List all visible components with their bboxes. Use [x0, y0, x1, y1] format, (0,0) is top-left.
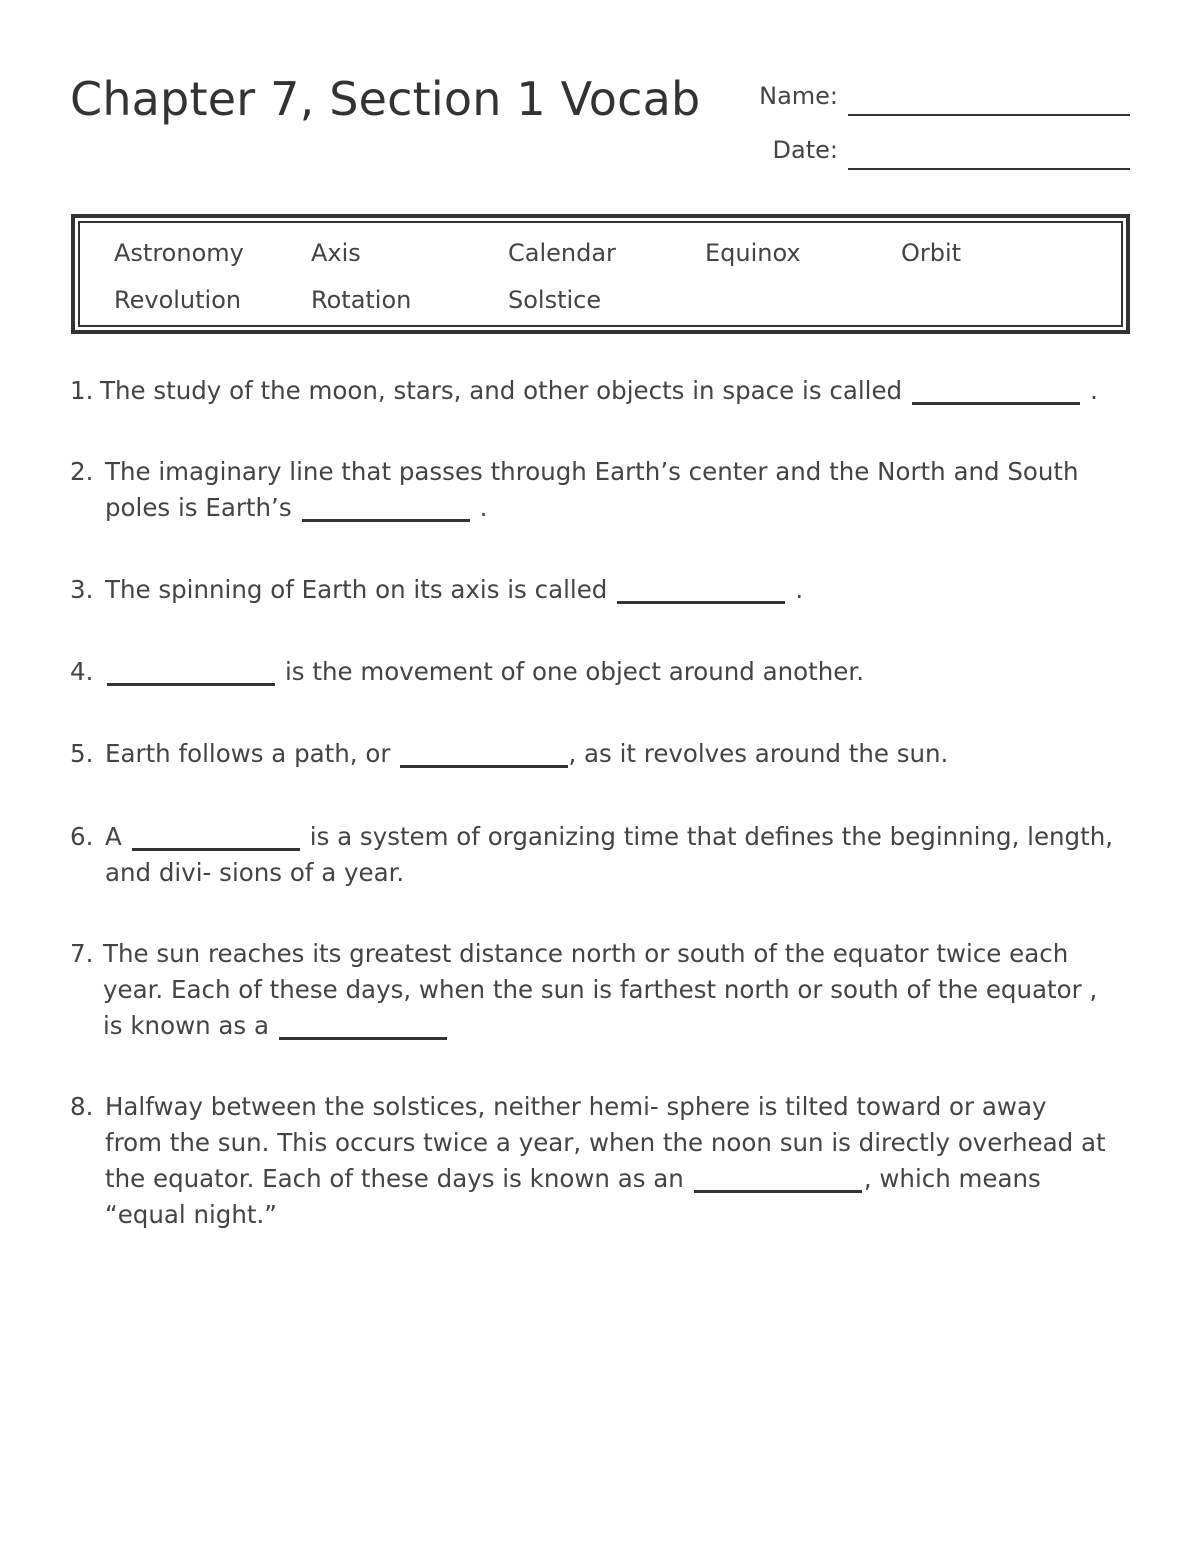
question-text: The imaginary line that passes through Earth’s center and the North and South poles is Earth’s .	[105, 457, 1079, 522]
question-7	[70, 936, 1130, 1044]
name-label: Name:	[759, 82, 838, 110]
name-blank[interactable]	[848, 114, 1130, 116]
question-text: A is a system of organizing time that defines the beginning, length, and divi- sions of a year.	[105, 822, 1114, 887]
question-5	[70, 736, 1130, 772]
question-number: 2.	[70, 457, 94, 486]
name-field	[700, 76, 1130, 116]
answer-blank[interactable]	[694, 1170, 862, 1193]
answer-blank[interactable]	[107, 663, 275, 686]
word-rotation: Rotation	[311, 286, 412, 314]
date-blank[interactable]	[848, 168, 1130, 170]
question-text: The sun reaches its greatest distance north or south of the equator twice each year. Each of these days, when the sun is farthest north or south of the equator , is known as a	[103, 939, 1098, 1040]
word-revolution: Revolution	[114, 286, 242, 314]
word-orbit: Orbit	[901, 239, 962, 267]
question-number: 6.	[70, 822, 94, 851]
question-3	[70, 572, 1130, 608]
answer-blank[interactable]	[132, 828, 300, 851]
question-text: The study of the moon, stars, and other objects in space is called .	[100, 376, 1098, 405]
question-2	[70, 454, 1130, 526]
word-solstice: Solstice	[508, 286, 602, 314]
word-bank	[71, 214, 1130, 334]
date-field	[700, 130, 1130, 170]
word-equinox: Equinox	[705, 239, 801, 267]
question-text: Halfway between the solstices, neither hemi- sphere is tilted toward or away from the sun. This occurs twice a year, when the noon sun is directly overhead at the equator. Each of these days is known as an , which means “equal night.”	[105, 1092, 1106, 1229]
word-bank-inner-border	[78, 221, 1123, 327]
answer-blank[interactable]	[400, 745, 568, 768]
question-8	[70, 1089, 1130, 1233]
question-1	[70, 373, 1130, 409]
question-number: 3.	[70, 575, 94, 604]
worksheet-title: Chapter 7, Section 1 Vocab	[70, 72, 701, 126]
date-label: Date:	[772, 136, 838, 164]
question-number: 4.	[70, 657, 94, 686]
answer-blank[interactable]	[302, 499, 470, 522]
question-6	[70, 819, 1130, 891]
word-astronomy: Astronomy	[114, 239, 244, 267]
question-text: The spinning of Earth on its axis is called .	[105, 575, 804, 604]
word-calendar: Calendar	[508, 239, 616, 267]
question-text: is the movement of one object around another.	[105, 654, 1130, 690]
question-text: Earth follows a path, or , as it revolves around the sun.	[105, 739, 949, 768]
word-axis: Axis	[311, 239, 361, 267]
question-number: 8.	[70, 1092, 94, 1121]
answer-blank[interactable]	[279, 1017, 447, 1040]
question-number: 5.	[70, 739, 94, 768]
question-number: 1.	[70, 376, 94, 405]
question-4	[70, 654, 1130, 690]
answer-blank[interactable]	[912, 382, 1080, 405]
question-number: 7.	[70, 939, 94, 968]
answer-blank[interactable]	[617, 581, 785, 604]
